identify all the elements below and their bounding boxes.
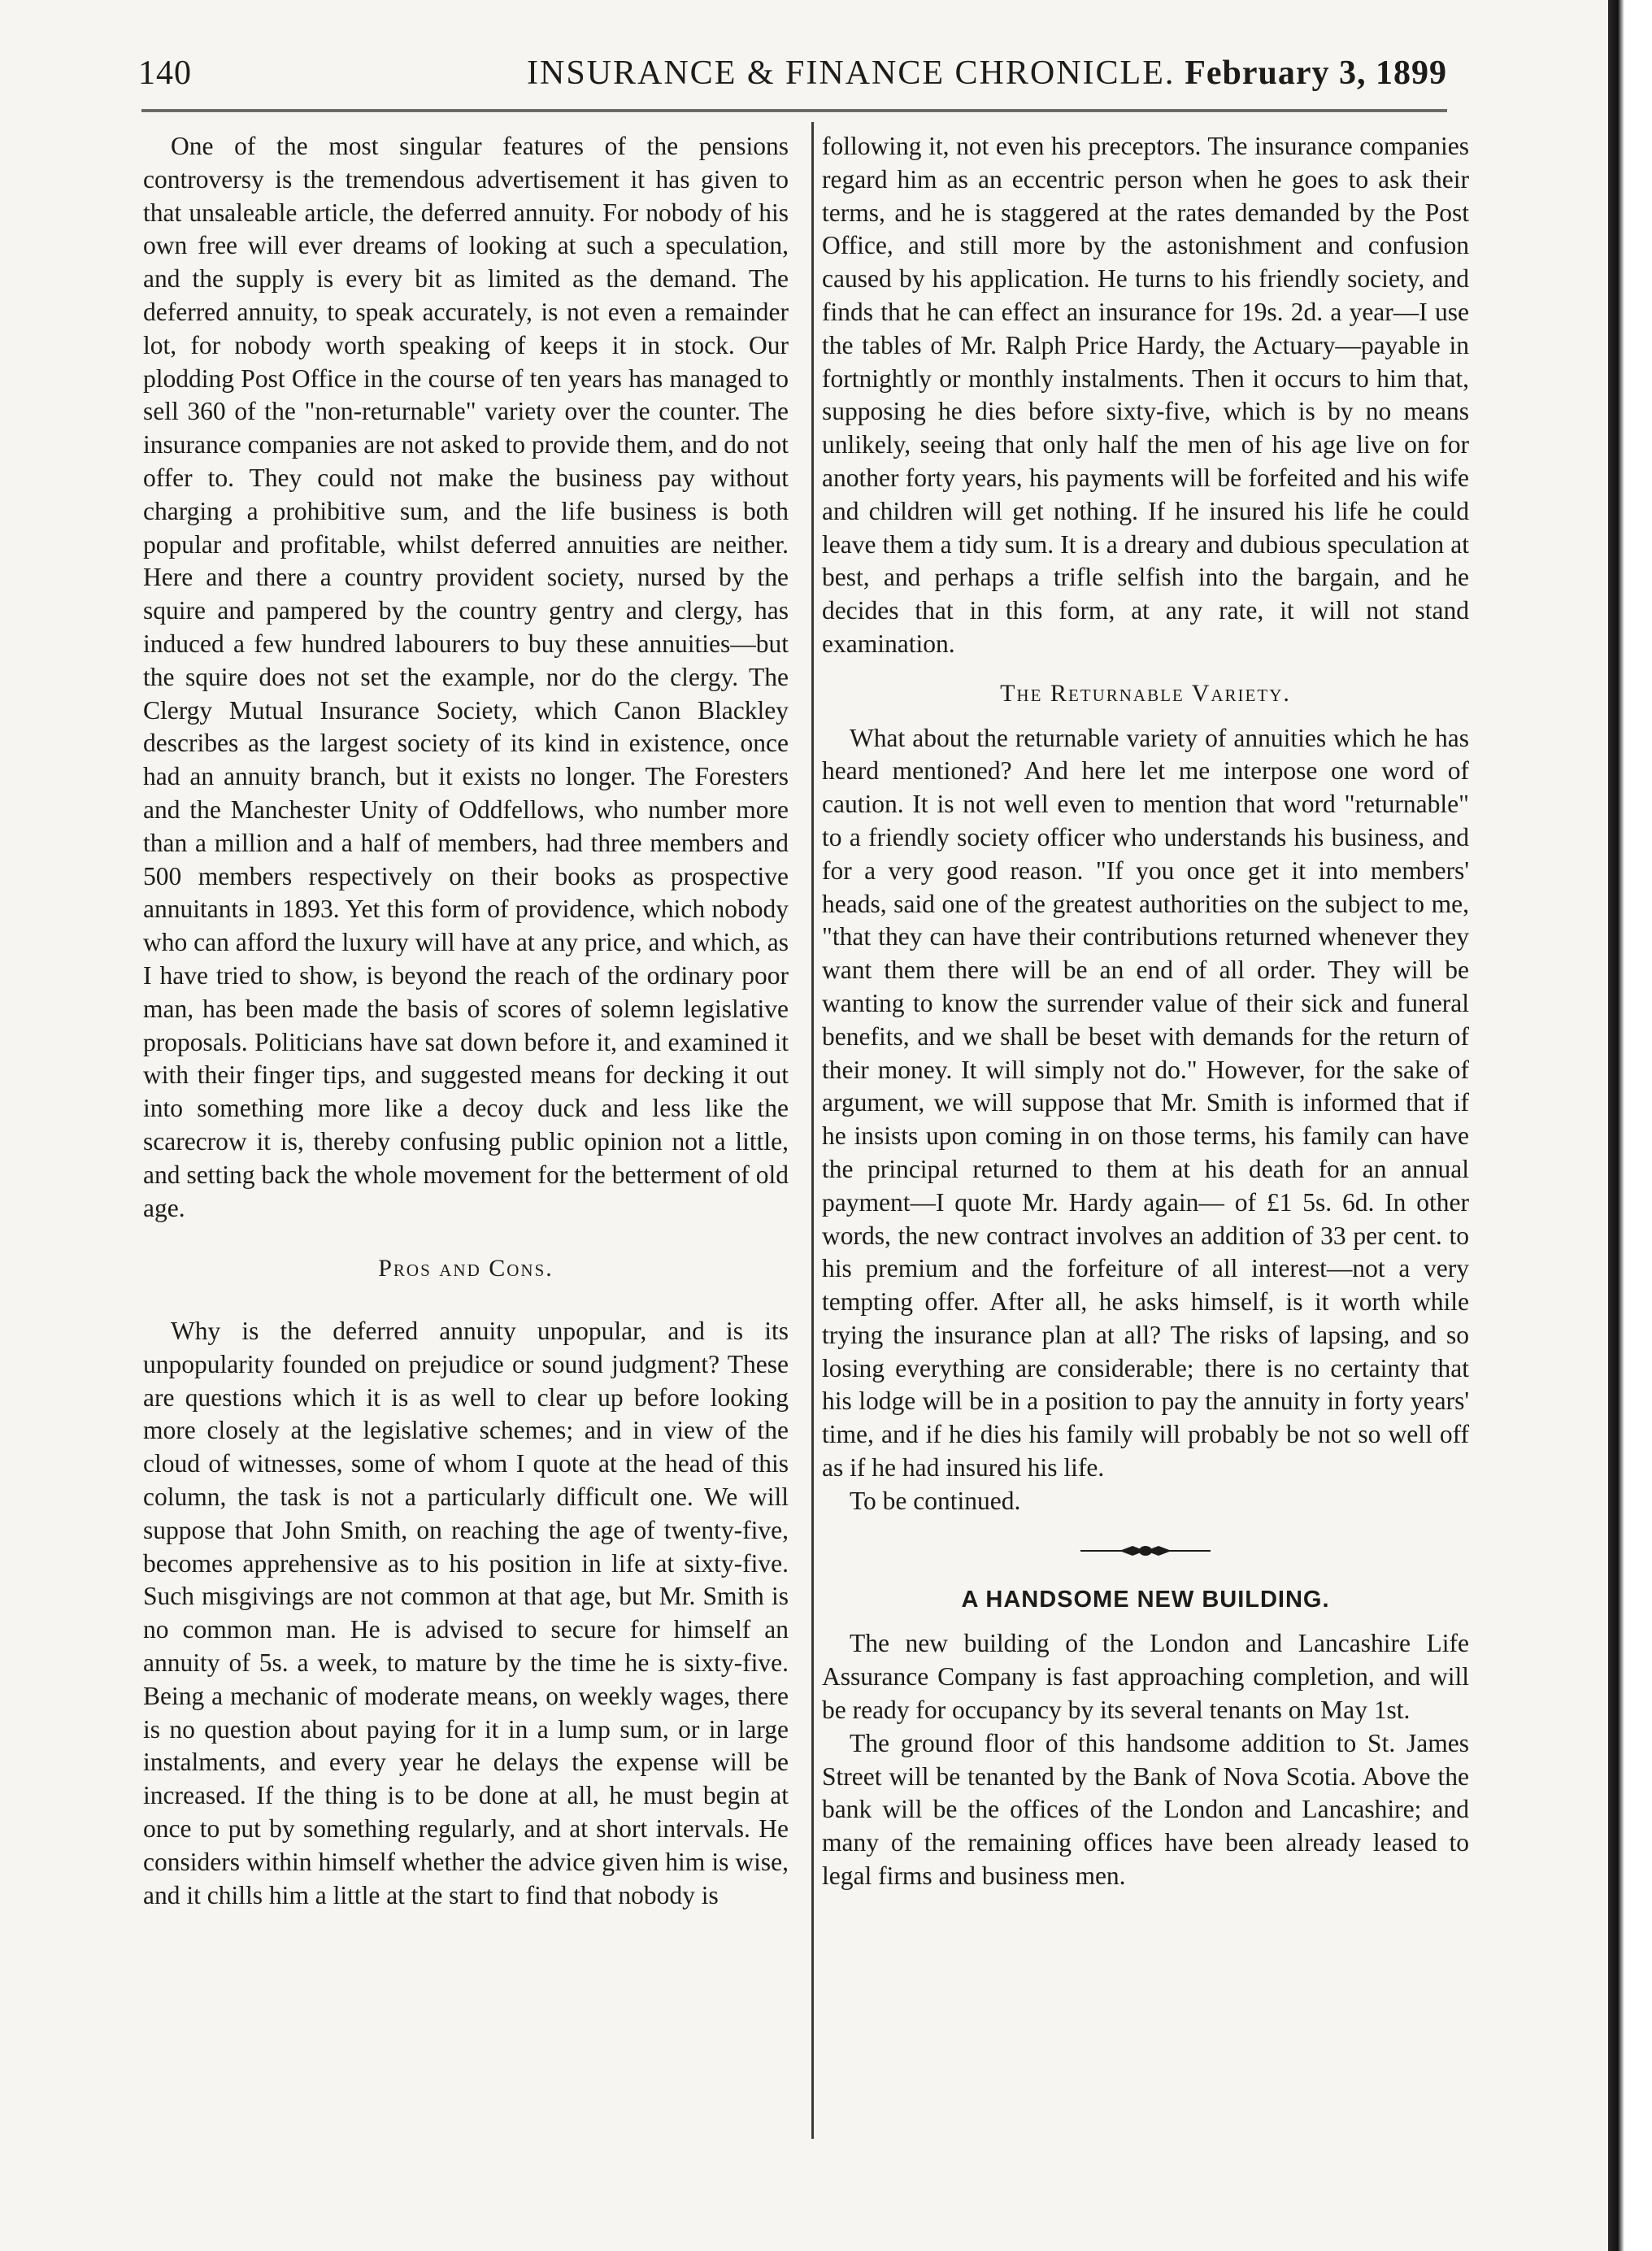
- page-header: [138, 54, 1447, 102]
- column-divider: [811, 122, 814, 2139]
- issue-date: February 3, 1899: [1185, 54, 1447, 92]
- continued-note: To be continued.: [850, 1486, 1021, 1515]
- paragraph: The ground floor of this handsome addition to St. James Street will be tenanted by the Bank of Nova Scotia. Above the bank will be the offices of the London and Lancashire; and many of the remaining offices have been already leased to legal firms and business men.: [822, 1728, 1469, 1891]
- publication-title: INSURANCE & FINANCE CHRONICLE.: [527, 54, 1176, 92]
- paragraph: Why is the deferred annuity unpopular, and is its unpopularity founded on prejudice or sound judgment? These are questions which it is as well to clear up before looking more closely at the legislative schemes; and in view of the cloud of witnesses, some of whom I quote at the head of this column, the task is not a particularly difficult one. We will suppose that John Smith, on reaching the age of twenty-five, becomes apprehensive as to his position in life at sixty-five. Such misgivings are not common at that age, but Mr. Smith is no common man. He is advised to secure for himself an annuity of 5s. a week, to mature by the time he is sixty-five. Being a mechanic of moderate means, on weekly wages, there is no question about paying for it in a lump sum, or in large instalments, and every year he delays the expense will be increased. If the thing is to be done at all, he must begin at once to put by something regularly, and at short intervals. He considers within himself whether the advice given him is wise, and it chills him a little at the start to find that nobody is: [143, 1317, 789, 1909]
- left-column: [143, 130, 789, 1912]
- paragraph: One of the most singular features of the pensions controversy is the tremendous advertisement it has given to that unsaleable article, the deferred annuity. For nobody of his own free will ever dreams of looking at such a speculation, and the supply is every bit as limited as the demand. The deferred annuity, to speak accurately, is not even a remainder lot, for nobody worth speaking of keeps it in stock. Our plodding Post Office in the course of ten years has managed to sell 360 of the "non-returnable" variety over the counter. The insurance companies are not asked to provide them, and do not offer to. They could not make the business pay without charging a prohibitive sum, and the life business is both popular and profitable, whilst deferred annuities are neither. Here and there a country provident society, nursed by the squire and pampered by the country gentry and clergy, has induced a few hundred labourers to buy these annuities—but the squire does not set the example, nor do the clergy. The Clergy Mutual Insurance Society, which Canon Blackley describes as the largest society of its kind in existence, once had an annuity branch, but it exists no longer. The Foresters and the Manchester Unity of Oddfellows, who number more than a million and a half of members, had three members and 500 members respectively on their books as prospective annuitants in 1893. Yet this form of providence, which nobody who can afford the luxury will have at any price, and which, as I have tried to show, is beyond the reach of the ordinary poor man, has been made the basis of scores of solemn legislative proposals. Politicians have sat down before it, and examined it with their finger tips, and suggested means for decking it out into something more like a decoy duck and less like the scarecrow it is, thereby confusing public opinion not a little, and setting back the whole movement for the betterment of old age.: [143, 132, 789, 1222]
- article-title: A HANDSOME NEW BUILDING.: [961, 1586, 1330, 1613]
- paragraph: The new building of the London and Lancashire Life Assurance Company is fast approaching completion, and will be ready for occupancy by its several tenants on May 1st.: [822, 1629, 1469, 1725]
- section-subheading: Pros and Cons.: [378, 1255, 554, 1282]
- page-edge: [1608, 0, 1652, 2251]
- paragraph: What about the returnable variety of annuities which he has heard mentioned? And here let me interpose one word of caution. It is not well even to mention that word "returnable" to a friendly society officer who understands his business, and for a very good reason. "If you once get it into members' heads, said one of the greatest authorities on the subject to me, "that they can have their contributions returned whenever they want them there will be an end of all order. They will be wanting to know the surrender value of their sick and funeral benefits, and we shall be beset with demands for the return of their money. It will simply not do." However, for the sake of argument, we will suppose that Mr. Smith is informed that if he insists upon coming in on those terms, his family can have the principal returned to them at his death for an annual payment—I quote Mr. Hardy again— of £1 5s. 6d. In other words, the new contract involves an addition of 33 per cent. to his premium and the forfeiture of all interest—not a very tempting offer. After all, he asks himself, is it worth while trying the insurance plan at all? The risks of lapsing, and so losing everything are considerable; there is no certainty that his lodge will be in a position to pay the annuity in forty years' time, and if he dies his family will probably be not so well off as if he had insured his life.: [822, 723, 1469, 1483]
- section-subheading: The Returnable Variety.: [1000, 679, 1291, 707]
- page-number: 140: [138, 54, 192, 92]
- right-column: [822, 130, 1469, 1893]
- divider-ornament-icon: [1080, 1543, 1211, 1559]
- paragraph-continuation: following it, not even his preceptors. The insurance companies regard him as an eccentric person when he goes to ask their terms, and he is staggered at the rates demanded by the Post Office, and still more by the astonishment and confusion caused by his application. He turns to his friendly society, and finds that he can effect an insurance for 19s. 2d. a year—I use the tables of Mr. Ralph Price Hardy, the Actuary—payable in fortnightly or monthly instalments. Then it occurs to him that, supposing he dies before sixty-five, which is by no means unlikely, seeing that only half the men of his age live on for another forty years, his payments will be forfeited and his wife and children will get nothing. If he insured his life he could leave them a tidy sum. It is a dreary and dubious speculation at best, and perhaps a trifle selfish into the bargain, and he decides that in this form, at any rate, it will not stand examination.: [822, 132, 1469, 658]
- header-rule: [141, 109, 1447, 112]
